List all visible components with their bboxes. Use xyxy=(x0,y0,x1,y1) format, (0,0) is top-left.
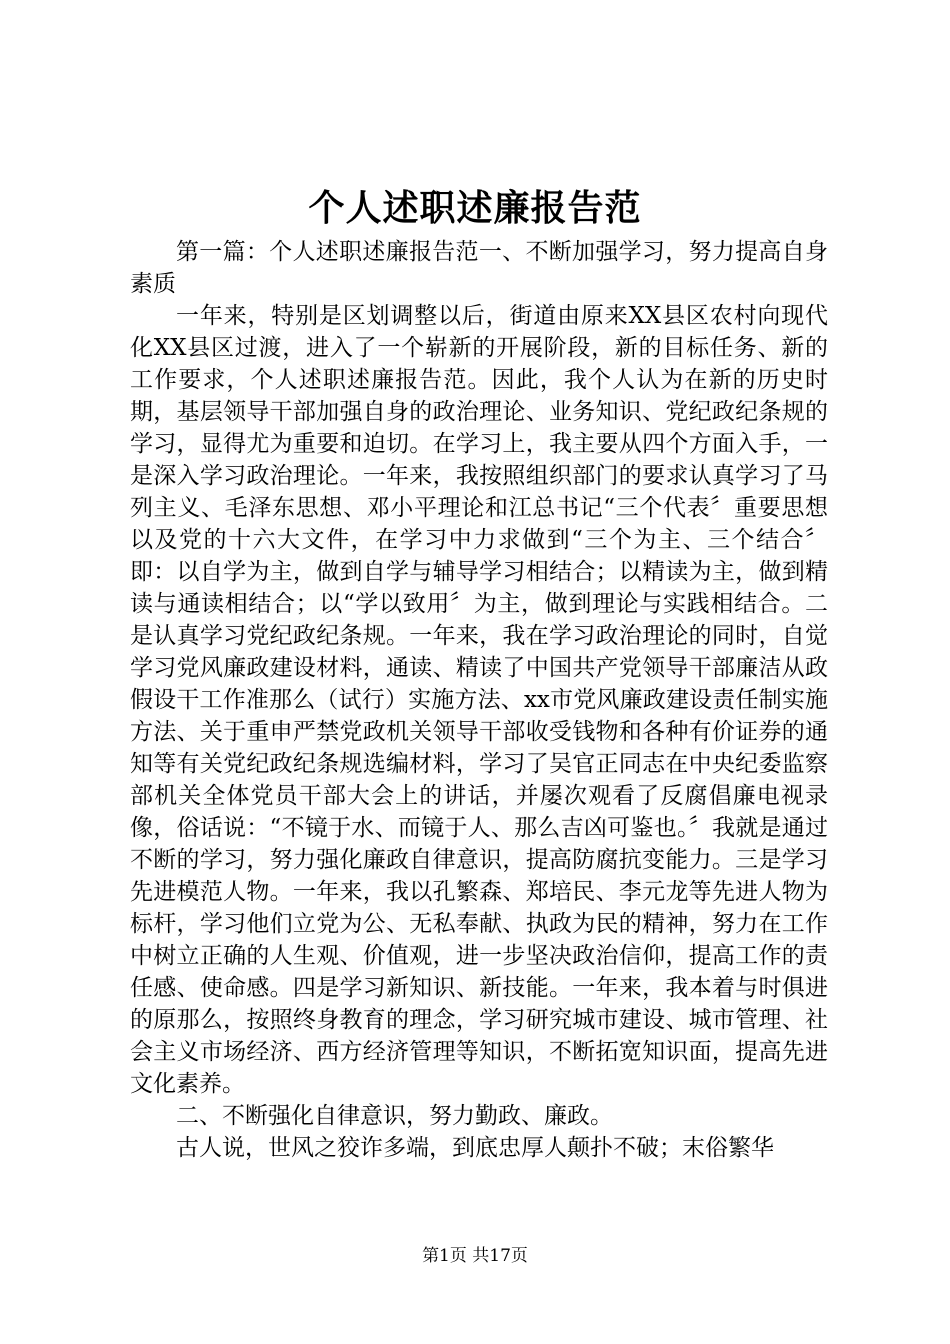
page-footer xyxy=(0,1244,950,1268)
paragraph-quote-start: 古人说，世风之狡诈多端，到底忠厚人颠扑不破；末俗繁华 xyxy=(176,1135,774,1161)
paragraph-study-summary: 一年来，特别是区划调整以后，街道由原来XX县区农村向现代化XX县区过渡，进入了一个崭新的开展阶段，新的目标任务、新的工作要求，个人述职述廉报告范。因此，我个人认为在新的历史时期，基层领导干部加强自身的政治理论、业务知识、党纪政纪条规的学习，显得尤为重要和迫切。在学习上，我主要从四个方面入手，一是深入学习政治理论。一年来，我按照组织部门的要求认真学习了马列主义、毛泽东思想、邓小平理论和江总书记“三个代表〞重要思想以及党的十六大文件，在学习中力求做到“三个为主、三个结合〞即：以自学为主，做到自学与辅导学习相结合；以精读为主，做到精读与通读相结合；以“学以致用〞为主，做到理论与实践相结合。二是认真学习党纪政纪条规。一年来，我在学习政治理论的同时，自觉学习党风廉政建设材料，通读、精读了中国共产党领导干部廉洁从政假设干工作准那么（试行）实施方法、xx市党风廉政建设责任制实施方法、关于重申严禁党政机关领导干部收受钱物和各种有价证券的通知等有关党纪政纪条规选编材料，学习了吴官正同志在中央纪委监察部机关全体党员干部大会上的讲话，并屡次观看了反腐倡廉电视录像，俗话说：“不镜于水、而镜于人、那么吉凶可鉴也。〞我就是通过不断的学习，努力强化廉政自律意识，提高防腐抗变能力。三是学习先进模范人物。一年来，我以孔繁森、郑培民、李元龙等先进人物为标杆，学习他们立党为公、无私奉献、执政为民的精神，努力在工作中树立正确的人生观、价值观，进一步坚决政治信仰，提高工作的责任感、使命感。四是学习新知识、新技能。一年来，我本着与时俱进的原那么，按照终身教育的理念，学习研究城市建设、城市管理、社会主义市场经济、西方经济管理等知识，不断拓宽知识面，提高先进文化素养。 xyxy=(130,303,828,1097)
document-body xyxy=(130,236,828,1164)
paragraph-section-two-heading: 二、不断强化自律意识，努力勤政、廉政。 xyxy=(176,1103,613,1129)
paragraph-section-heading: 第一篇：个人述职述廉报告范一、不断加强学习，努力提高自身素质 xyxy=(130,239,828,297)
page-total: 共17页 xyxy=(472,1246,528,1266)
page-number: 第1页 xyxy=(422,1246,467,1266)
document-title: 个人述职述廉报告范 xyxy=(308,187,642,229)
